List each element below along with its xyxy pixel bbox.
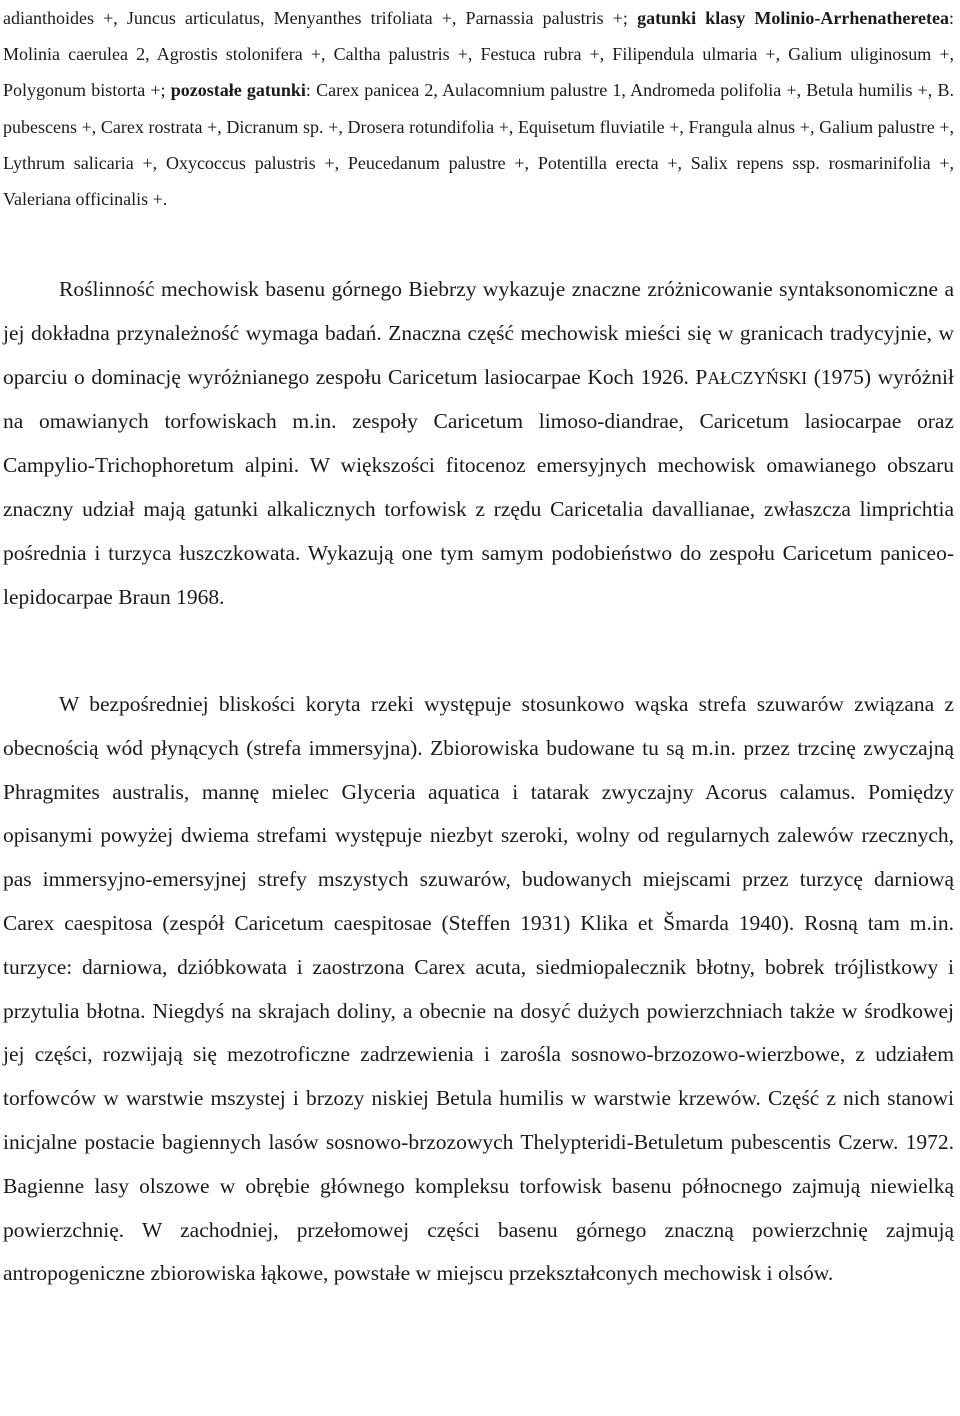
species-text-2: : Molinia caerulea 2, Agrostis stolonifera +, Caltha palustris +, Festuca rubra +, Filipendula ulmaria +, Galium uliginosum +, Polygonum bistorta +; <box>3 8 954 101</box>
author-name-smallcaps: AŁCZYŃSKI <box>707 367 808 388</box>
paragraph-1-text-b: (1975) wyróżnił na omawianych torfowiskach m.in. zespoły Caricetum limoso-diandrae, Caricetum lasiocarpae oraz Campylio-Trichophoretum alpini. W większości fitocenoz emersyjnych mechowisk omawianego obszaru znaczny udział mają gatunki alkalicznych torfowisk z rzędu Caricetalia davallianae, zwłaszcza limprichtia pośrednia i turzyca łuszczkowata. Wykazują one tym samym podobieństwo do zespołu Caricetum paniceo-lepidocarpae Braun 1968. <box>3 364 954 609</box>
species-list-paragraph <box>3 0 954 217</box>
species-heading-other: pozostałe gatunki <box>170 80 306 101</box>
paragraph-2-text: W bezpośredniej bliskości koryta rzeki występuje stosunkowo wąska strefa szuwarów związana z obecnością wód płynących (strefa immersyjna). Zbiorowiska budowane tu są m.in. przez trzcinę zwyczajną Phragmites australis, mannę mielec Glyceria aquatica i tatarak zwyczajny Acorus calamus. Pomiędzy opisanymi powyżej dwiema strefami występuje niezbyt szeroki, wolny od regularnych zalewów rzecznych, pas immersyjno-emersyjnej strefy mszystych szuwarów, budowanych miejscami przez turzycę darniową Carex caespitosa (zespół Caricetum caespitosae (Steffen 1931) Klika et Šmarda 1940). Rosną tam m.in. turzyce: darniowa, dzióbkowata i zaostrzona Carex acuta, siedmiopalecznik błotny, bobrek trójlistkowy i przytulia błotna. Niegdyś na skrajach doliny, a obecnie na dosyć dużych powierzchniach także w środkowej jej części, rozwijają się mezotroficzne zadrzewienia i zarośla sosnowo-brzozowo-wierzbowe, z udziałem torfowców w warstwie mszystej i brzozy niskiej Betula humilis w warstwie krzewów. Część z nich stanowi inicjalne postacie bagiennych lasów sosnowo-brzozowych Thelypteridi-Betuletum pubescentis Czerw. 1972. Bagienne lasy olszowe w obrębie głównego kompleksu torfowisk basenu północnego zajmują niewielką powierzchnię. W zachodniej, przełomowej części basenu górnego znaczną powierzchnię zajmują antropogeniczne zbiorowiska łąkowe, powstałe w miejscu przekształconych mechowisk i olsów. <box>3 692 954 1286</box>
body-paragraph-1 <box>3 268 954 619</box>
body-paragraph-2 <box>3 683 954 1296</box>
species-heading-molinio: gatunki klasy Molinio-Arrhenatheretea <box>637 8 949 28</box>
paragraph-1-text-a: Roślinność mechowisk basenu górnego Biebrzy wykazuje znaczne zróżnicowanie syntaksonomiczne a jej dokładna przynależność wymaga badań. Znaczna część mechowisk mieści się w granicach tradycyjnie, w oparciu o dominację wyróżnianego zespołu Caricetum lasiocarpae Koch 1926. P <box>3 277 954 389</box>
species-text-1: adianthoides +, Juncus articulatus, Menyanthes trifoliata +, Parnassia palustris +; <box>3 8 628 28</box>
species-text-3: : Carex panicea 2, Aulacomnium palustre 1, Andromeda polifolia +, Betula humilis +, B. pubescens +, Carex rostrata +, Dicranum sp. +, Drosera rotundifolia +, Equisetum fluviatile +, Frangula alnus +, Galium palustre +, Lythrum salicaria +, Oxycoccus palustris +, Peucedanum palustre +, Potentilla erecta +, Salix repens ssp. rosmarinifolia +, Valeriana officinalis +. <box>3 80 954 210</box>
